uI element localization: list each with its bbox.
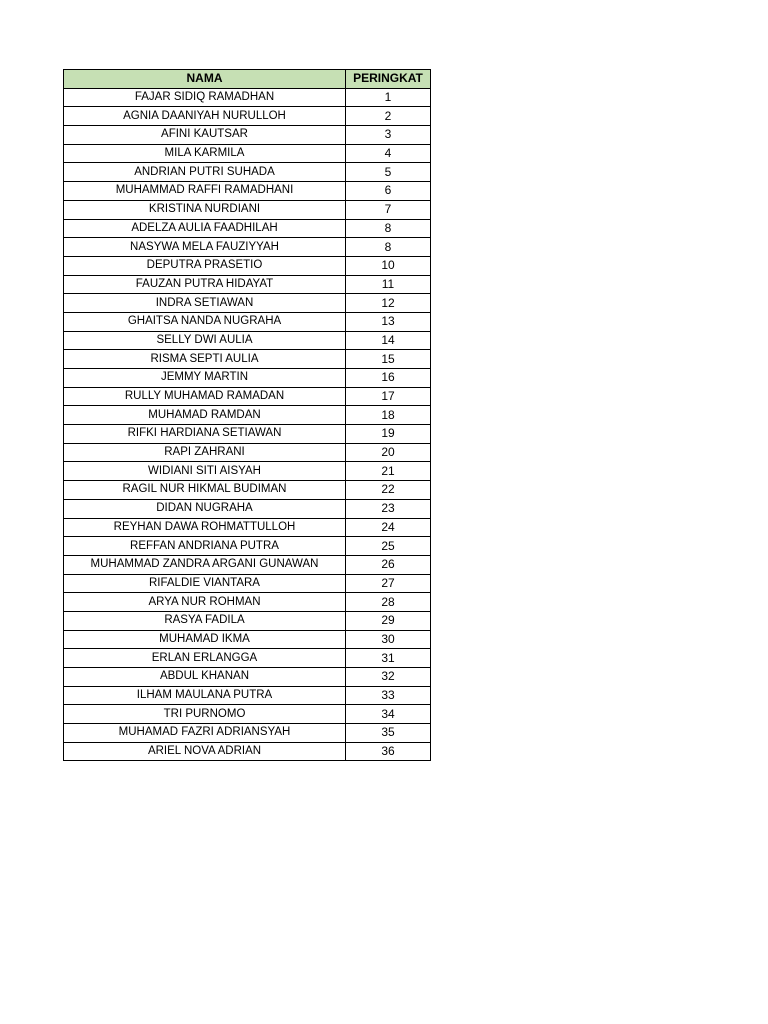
cell-name: INDRA SETIAWAN (64, 294, 346, 313)
cell-name: RIFKI HARDIANA SETIAWAN (64, 425, 346, 444)
cell-rank: 19 (346, 425, 431, 444)
cell-name: RASYA FADILA (64, 611, 346, 630)
table-row (64, 350, 431, 369)
cell-name: MUHAMAD FAZRI ADRIANSYAH (64, 724, 346, 743)
cell-rank: 11 (346, 275, 431, 294)
cell-rank: 12 (346, 294, 431, 313)
cell-rank: 30 (346, 630, 431, 649)
cell-name: ADELZA AULIA FAADHILAH (64, 219, 346, 238)
cell-rank: 13 (346, 312, 431, 331)
cell-name: WIDIANI SITI AISYAH (64, 462, 346, 481)
table-row (64, 182, 431, 201)
table-row (64, 406, 431, 425)
table-body (64, 88, 431, 761)
table-row (64, 574, 431, 593)
table-row (64, 275, 431, 294)
cell-name: GHAITSA NANDA NUGRAHA (64, 312, 346, 331)
cell-rank: 20 (346, 443, 431, 462)
cell-rank: 35 (346, 724, 431, 743)
table-row (64, 294, 431, 313)
cell-rank: 22 (346, 481, 431, 500)
cell-name: FAJAR SIDIQ RAMADHAN (64, 88, 346, 107)
cell-name: MUHAMAD IKMA (64, 630, 346, 649)
cell-name: AFINI KAUTSAR (64, 126, 346, 145)
cell-rank: 1 (346, 88, 431, 107)
cell-name: ERLAN ERLANGGA (64, 649, 346, 668)
cell-rank: 8 (346, 219, 431, 238)
cell-name: REYHAN DAWA ROHMATTULLOH (64, 518, 346, 537)
table-row (64, 593, 431, 612)
cell-name: REFFAN ANDRIANA PUTRA (64, 537, 346, 556)
table-row (64, 668, 431, 687)
cell-name: RAGIL NUR HIKMAL BUDIMAN (64, 481, 346, 500)
ranking-table (63, 69, 431, 761)
cell-rank: 15 (346, 350, 431, 369)
table-row (64, 611, 431, 630)
cell-name: RISMA SEPTI AULIA (64, 350, 346, 369)
table-row (64, 518, 431, 537)
table-row (64, 369, 431, 388)
cell-name: SELLY DWI AULIA (64, 331, 346, 350)
cell-name: MILA KARMILA (64, 144, 346, 163)
table-row (64, 481, 431, 500)
table-row (64, 387, 431, 406)
cell-rank: 27 (346, 574, 431, 593)
cell-name: ABDUL KHANAN (64, 668, 346, 687)
table-row (64, 238, 431, 257)
cell-name: AGNIA DAANIYAH NURULLOH (64, 107, 346, 126)
table-row (64, 649, 431, 668)
cell-rank: 26 (346, 555, 431, 574)
cell-rank: 10 (346, 256, 431, 275)
cell-rank: 18 (346, 406, 431, 425)
cell-rank: 14 (346, 331, 431, 350)
cell-rank: 7 (346, 200, 431, 219)
table-row (64, 126, 431, 145)
cell-name: NASYWA MELA FAUZIYYAH (64, 238, 346, 257)
cell-rank: 23 (346, 499, 431, 518)
table-row (64, 686, 431, 705)
table-row (64, 88, 431, 107)
table-row (64, 537, 431, 556)
cell-name: MUHAMAD RAMDAN (64, 406, 346, 425)
cell-rank: 4 (346, 144, 431, 163)
cell-rank: 24 (346, 518, 431, 537)
table-row (64, 630, 431, 649)
cell-rank: 25 (346, 537, 431, 556)
table-row (64, 724, 431, 743)
cell-rank: 21 (346, 462, 431, 481)
cell-rank: 34 (346, 705, 431, 724)
cell-name: ANDRIAN PUTRI SUHADA (64, 163, 346, 182)
table-row (64, 425, 431, 444)
table-row (64, 219, 431, 238)
table-row (64, 331, 431, 350)
cell-name: RIFALDIE VIANTARA (64, 574, 346, 593)
cell-rank: 6 (346, 182, 431, 201)
cell-rank: 33 (346, 686, 431, 705)
cell-rank: 36 (346, 742, 431, 761)
cell-name: JEMMY MARTIN (64, 369, 346, 388)
cell-rank: 17 (346, 387, 431, 406)
column-header-rank: PERINGKAT (346, 70, 431, 89)
table-row (64, 163, 431, 182)
cell-rank: 28 (346, 593, 431, 612)
table-row (64, 499, 431, 518)
table-row (64, 312, 431, 331)
table-row (64, 107, 431, 126)
column-header-name: NAMA (64, 70, 346, 89)
table-row (64, 144, 431, 163)
header-row (64, 70, 431, 89)
table-row (64, 443, 431, 462)
cell-rank: 8 (346, 238, 431, 257)
table-row (64, 705, 431, 724)
cell-name: ILHAM MAULANA PUTRA (64, 686, 346, 705)
cell-rank: 5 (346, 163, 431, 182)
cell-name: MUHAMMAD ZANDRA ARGANI GUNAWAN (64, 555, 346, 574)
cell-rank: 32 (346, 668, 431, 687)
cell-rank: 16 (346, 369, 431, 388)
cell-name: DEPUTRA PRASETIO (64, 256, 346, 275)
cell-name: RAPI ZAHRANI (64, 443, 346, 462)
table-row (64, 742, 431, 761)
cell-rank: 31 (346, 649, 431, 668)
cell-name: ARYA NUR ROHMAN (64, 593, 346, 612)
cell-name: FAUZAN PUTRA HIDAYAT (64, 275, 346, 294)
cell-rank: 29 (346, 611, 431, 630)
cell-name: DIDAN NUGRAHA (64, 499, 346, 518)
cell-name: RULLY MUHAMAD RAMADAN (64, 387, 346, 406)
cell-name: ARIEL NOVA ADRIAN (64, 742, 346, 761)
cell-name: MUHAMMAD RAFFI RAMADHANI (64, 182, 346, 201)
cell-rank: 2 (346, 107, 431, 126)
table-row (64, 555, 431, 574)
table-row (64, 462, 431, 481)
cell-name: TRI PURNOMO (64, 705, 346, 724)
table-header (64, 70, 431, 89)
cell-name: KRISTINA NURDIANI (64, 200, 346, 219)
table-row (64, 256, 431, 275)
table-row (64, 200, 431, 219)
cell-rank: 3 (346, 126, 431, 145)
